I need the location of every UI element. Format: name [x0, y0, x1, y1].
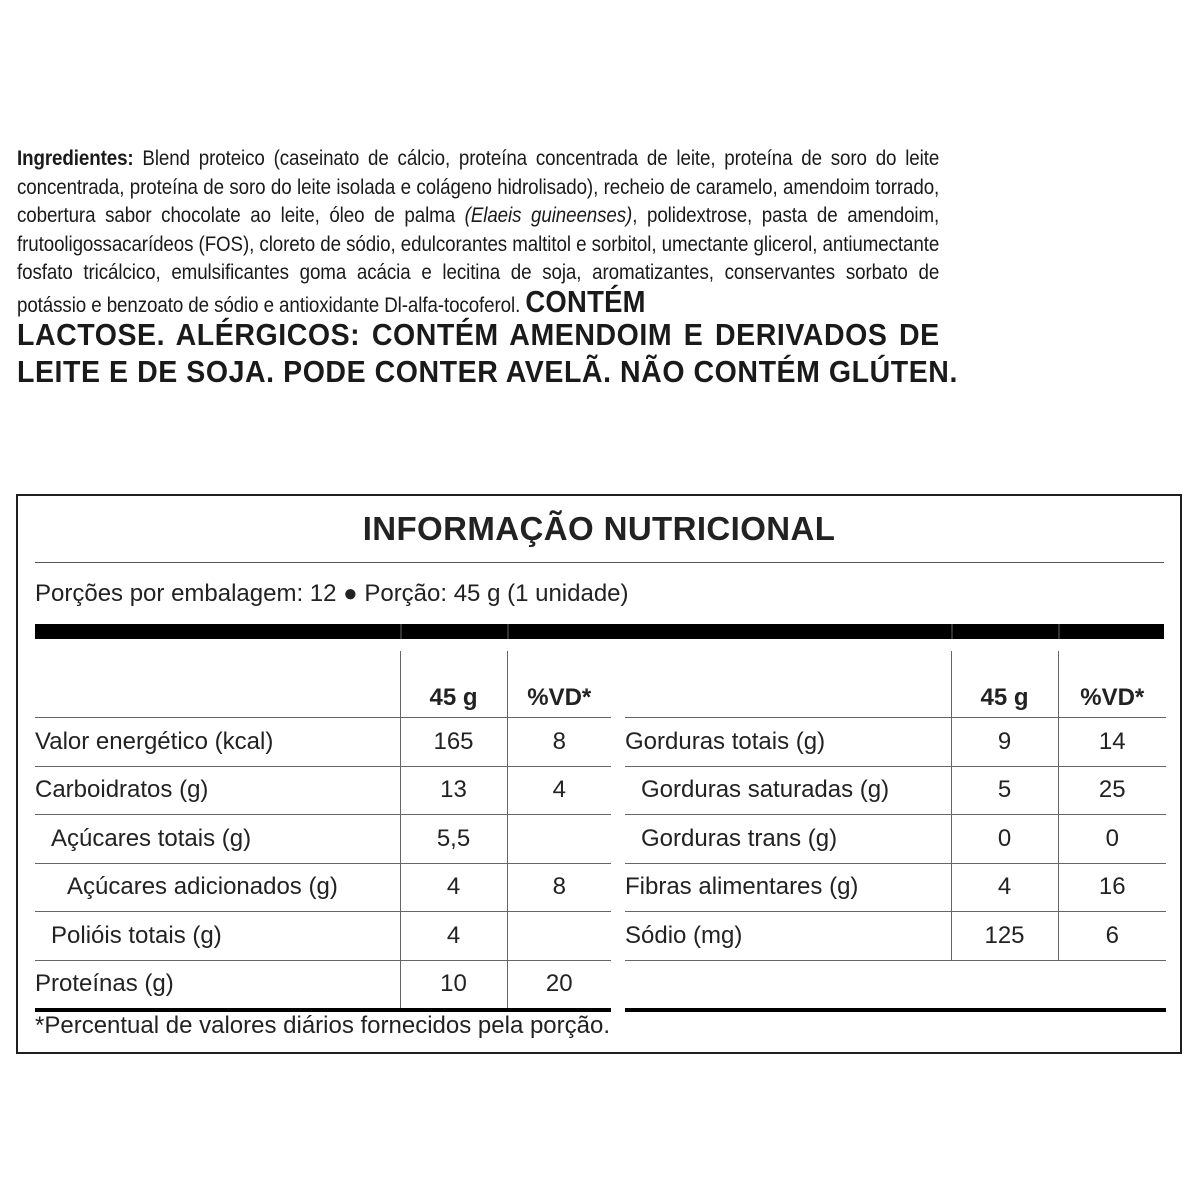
nutrient-name: Gorduras trans (g)	[625, 815, 951, 864]
ingredients-list-part-1: Blend proteico (caseinato de cálcio, proteína concentrada de leite, proteína de soro do leite concentrada, proteína de soro do leite isolada e colágeno hidrolisado), recheio de caramelo, amendoim torrado, cobertura sabor chocolate ao leite, óleo de palma	[17, 147, 940, 227]
nutrient-dv: 8	[507, 863, 611, 912]
nutrient-dv: 0	[1058, 815, 1166, 864]
nutrient-amount: 4	[400, 863, 507, 912]
nutrient-amount: 9	[951, 718, 1058, 767]
header-daily-value: %VD*	[507, 651, 611, 718]
nutrient-name: Gorduras saturadas (g)	[625, 766, 951, 815]
nutrition-table-right	[625, 651, 1166, 1012]
nutrient-amount: 4	[951, 863, 1058, 912]
table-row	[625, 912, 1166, 961]
allergen-warning-start: CONTÉM	[525, 283, 646, 319]
allergen-warning-line-1: LACTOSE. ALÉRGICOS: CONTÉM AMENDOIM E DERIVADOS DE	[17, 317, 940, 352]
bar-column-tick	[400, 624, 402, 639]
allergen-warning	[17, 316, 958, 390]
nutrient-dv: 16	[1058, 863, 1166, 912]
nutrient-dv: 4	[507, 766, 611, 815]
nutrient-dv: 25	[1058, 766, 1166, 815]
table-header-row	[35, 651, 611, 718]
nutrition-facts-panel	[16, 494, 1182, 1054]
nutrient-dv: 8	[507, 718, 611, 767]
empty-cell	[1058, 960, 1166, 1010]
nutrient-name: Valor energético (kcal)	[35, 718, 400, 767]
nutrient-name: Fibras alimentares (g)	[625, 863, 951, 912]
header-daily-value: %VD*	[1058, 651, 1166, 718]
header-blank	[625, 651, 951, 718]
nutrient-amount: 165	[400, 718, 507, 767]
nutrient-dv	[507, 912, 611, 961]
table-row	[35, 815, 611, 864]
table-row-empty	[625, 960, 1166, 1010]
table-row	[35, 766, 611, 815]
nutrition-table-left	[35, 651, 611, 1012]
table-row	[35, 960, 611, 1010]
nutrient-name: Polióis totais (g)	[35, 912, 400, 961]
ingredients-text	[17, 145, 939, 320]
ingredients-scientific-name: (Elaeis guineenses)	[464, 204, 633, 227]
nutrient-name: Açúcares adicionados (g)	[35, 863, 400, 912]
nutrient-amount: 10	[400, 960, 507, 1010]
header-thick-bar	[35, 624, 1164, 639]
table-header-row	[625, 651, 1166, 718]
nutrient-name: Gorduras totais (g)	[625, 718, 951, 767]
nutrient-dv: 6	[1058, 912, 1166, 961]
header-blank	[35, 651, 400, 718]
nutrient-name: Sódio (mg)	[625, 912, 951, 961]
header-amount: 45 g	[400, 651, 507, 718]
table-row	[625, 766, 1166, 815]
title-divider	[35, 562, 1164, 563]
table-row	[625, 815, 1166, 864]
footnote: *Percentual de valores diários fornecidos pela porção.	[35, 1012, 611, 1039]
table-row	[625, 863, 1166, 912]
nutrient-name: Proteínas (g)	[35, 960, 400, 1010]
nutrient-name: Carboidratos (g)	[35, 766, 400, 815]
nutrient-amount: 5	[951, 766, 1058, 815]
allergen-warning-line-2: LEITE E DE SOJA. PODE CONTER AVELÃ. NÃO CONTÉM GLÚTEN.	[17, 354, 958, 389]
nutrient-dv	[507, 815, 611, 864]
table-row	[35, 718, 611, 767]
ingredients-block	[17, 145, 958, 390]
table-row	[625, 718, 1166, 767]
table-row	[35, 912, 611, 961]
header-amount: 45 g	[951, 651, 1058, 718]
nutrient-amount: 13	[400, 766, 507, 815]
nutrient-amount: 0	[951, 815, 1058, 864]
nutrition-title: INFORMAÇÃO NUTRICIONAL	[362, 510, 836, 547]
ingredients-list-part-2: , polidextrose, pasta de amendoim, frutooligossacarídeos (FOS), cloreto de sódio, edulcorantes maltitol e sorbitol, umectante glicerol, antiumectante fosfato tricálcico, emulsificantes goma acácia e lecitina de soja, aromatizantes, conservantes sorbato de potássio e benzoato de sódio e antioxidante Dl-alfa-tocoferol.	[17, 204, 940, 317]
bar-column-tick	[1058, 624, 1060, 639]
empty-cell	[625, 960, 951, 1010]
portion-info: Porções por embalagem: 12 ● Porção: 45 g (1 unidade)	[35, 580, 629, 607]
empty-cell	[951, 960, 1058, 1010]
nutrient-name: Açúcares totais (g)	[35, 815, 400, 864]
bar-column-tick	[951, 624, 953, 639]
nutrient-amount: 125	[951, 912, 1058, 961]
bar-column-tick	[507, 624, 509, 639]
nutrient-amount: 4	[400, 912, 507, 961]
table-row	[35, 863, 611, 912]
nutrient-dv: 20	[507, 960, 611, 1010]
ingredients-label: Ingredientes:	[17, 147, 134, 170]
nutrient-dv: 14	[1058, 718, 1166, 767]
nutrient-amount: 5,5	[400, 815, 507, 864]
